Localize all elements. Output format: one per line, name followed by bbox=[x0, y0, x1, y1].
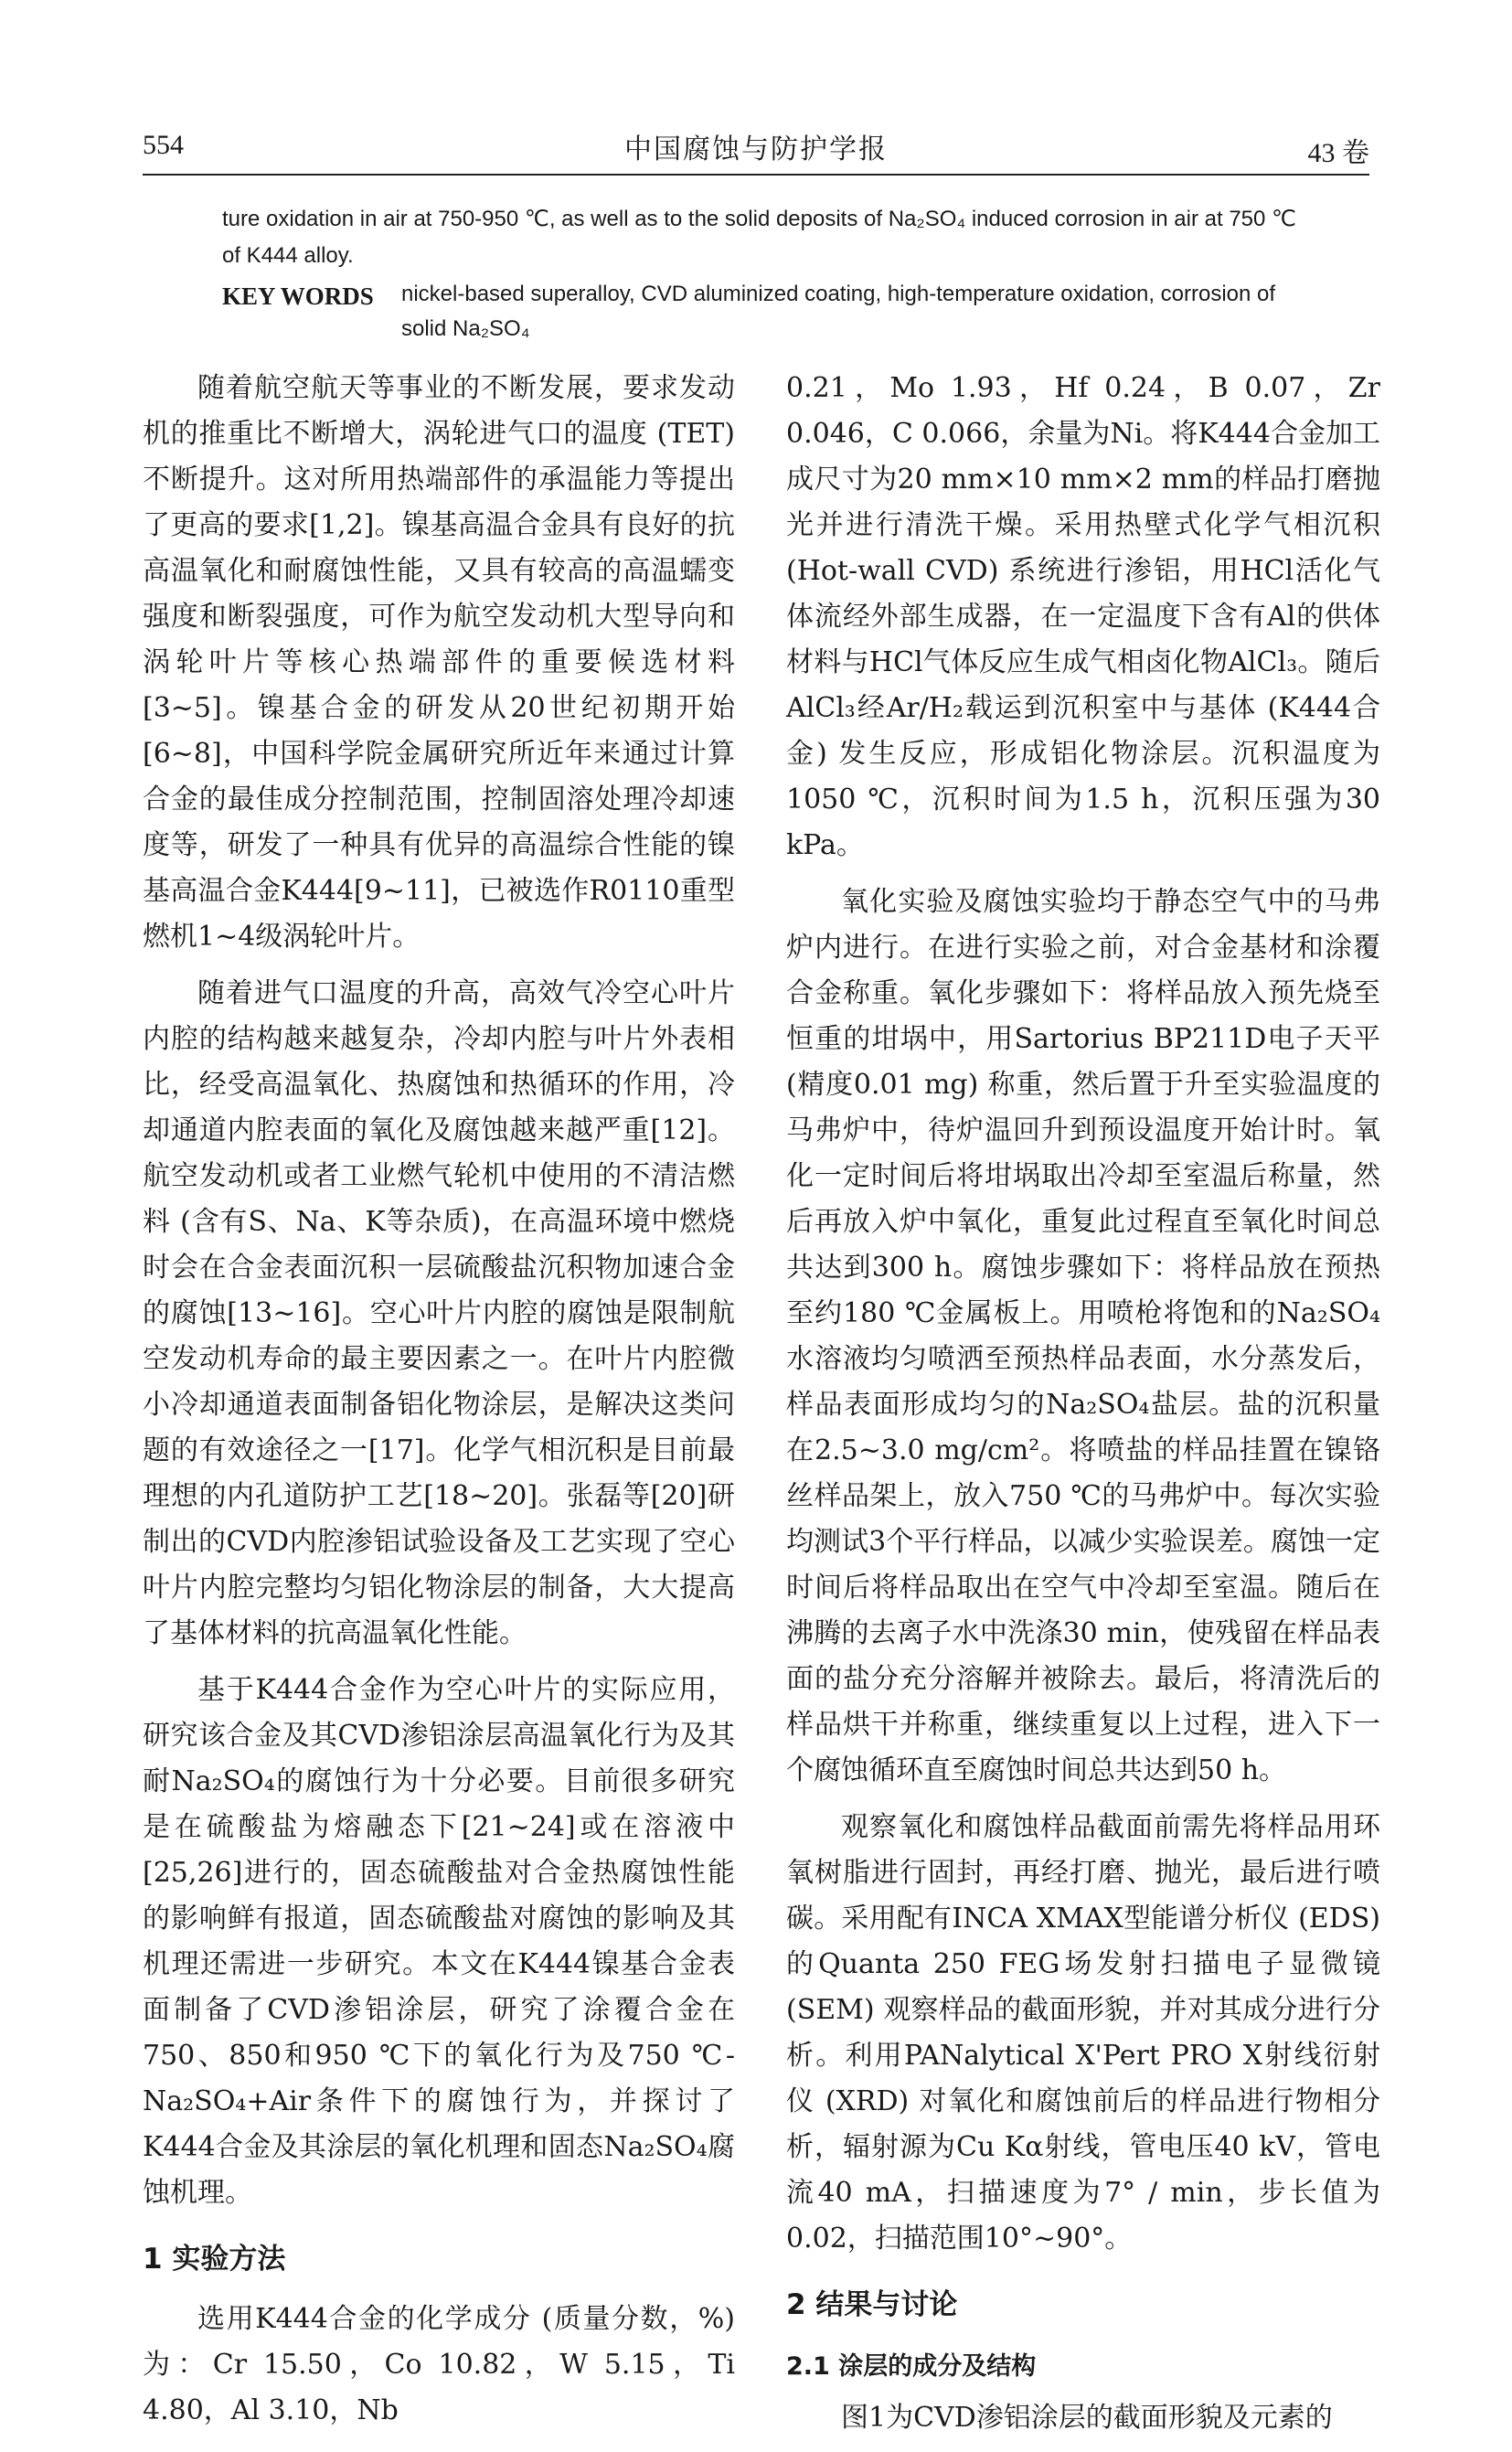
right-column bbox=[786, 366, 1380, 2452]
paragraph: 随着航空航天等事业的不断发展，要求发动机的推重比不断增大，涡轮进气口的温度 (TET) 不断提升。这对所用热端部件的承温能力等提出了更高的要求[1,2]。镍基高温合金具有良好的抗高温氧化和耐腐蚀性能，又具有较高的高温蠕变强度和断裂强度，可作为航空发动机大型导向和涡轮叶片等核心热端部件的重要候选材料[3~5]。镍基合金的研发从20世纪初期开始[6~8]，中国科学院金属研究所近年来通过计算合金的最佳成分控制范围，控制固溶处理冷却速度等，研发了一种具有优异的高温综合性能的镍基高温合金K444[9~11]，已被选作R0110重型燃机1~4级涡轮叶片。 bbox=[143, 372, 735, 953]
keywords-label: KEY WORDS bbox=[222, 283, 374, 310]
paragraph: 基于K444合金作为空心叶片的实际应用，研究该合金及其CVD渗铝涂层高温氧化行为及其耐Na₂SO₄的腐蚀行为十分必要。目前很多研究是在硫酸盐为熔融态下[21~24]或在溶液中[25,26]进行的，固态硫酸盐对合金热腐蚀性能的影响鲜有报道，固态硫酸盐对腐蚀的影响及其机理还需进一步研究。本文在K444镍基合金表面制备了CVD渗铝涂层，研究了涂覆合金在750、850和950 ℃下的氧化行为及750 ℃-Na₂SO₄+Air条件下的腐蚀行为，并探讨了K444合金及其涂层的氧化机理和固态Na₂SO₄腐蚀机理。 bbox=[143, 1674, 735, 2209]
journal-title: 中国腐蚀与防护学报 bbox=[624, 133, 888, 165]
section-heading: 2 结果与讨论 bbox=[786, 2288, 958, 2321]
paragraph: 0.21，Mo 1.93，Hf 0.24，B 0.07，Zr 0.046，C 0.066，余量为Ni。将K444合金加工成尺寸为20 mm×10 mm×2 mm的样品打磨抛光并进行清洗干燥。采用热壁式化学气相沉积 (Hot-wall CVD) 系统进行渗铝，用HCl活化气体流经外部生成器，在一定温度下含有Al的供体材料与HCl气体反应生成气相卤化物AlCl₃。随后AlCl₃经Ar/H₂载运到沉积室中与基体 (K444合金) 发生反应，形成铝化物涂层。沉积温度为1050 ℃，沉积时间为1.5 h，沉积压强为30 kPa。 bbox=[786, 372, 1380, 861]
keywords-block bbox=[222, 277, 1310, 346]
paragraph: 观察氧化和腐蚀样品截面前需先将样品用环氧树脂进行固封，再经打磨、抛光，最后进行喷碳。采用配有INCA XMAX型能谱分析仪 (EDS) 的Quanta 250 FEG场发射扫描电子显微镜 (SEM) 观察样品的截面形貌，并对其成分进行分析。利用PANalytical X'Pert PRO X射线衍射仪 (XRD) 对氧化和腐蚀前后的样品进行物相分析，辐射源为Cu Kα射线，管电压40 kV，管电流40 mA，扫描速度为7° / min，步长值为0.02，扫描范围10°~90°。 bbox=[786, 1811, 1380, 2255]
paragraph: 氧化实验及腐蚀实验均于静态空气中的马弗炉内进行。在进行实验之前，对合金基材和涂覆合金称重。氧化步骤如下：将样品放入预先烧至恒重的坩埚中，用Sartorius BP211D电子天平 (精度0.01 mg) 称重，然后置于升至实验温度的马弗炉中，待炉温回升到预设温度开始计时。氧化一定时间后将坩埚取出冷却至室温后称量，然后再放入炉中氧化，重复此过程直至氧化时间总共达到300 h。腐蚀步骤如下：将样品放在预热至约180 ℃金属板上。用喷枪将饱和的Na₂SO₄水溶液均匀喷洒至预热样品表面，水分蒸发后，样品表面形成均匀的Na₂SO₄盐层。盐的沉积量在2.5~3.0 mg/cm²。将喷盐的样品挂置在镍铬丝样品架上，放入750 ℃的马弗炉中。每次实验均测试3个平行样品，以减少实验误差。腐蚀一定时间后将样品取出在空气中冷却至室温。随后在沸腾的去离子水中洗涤30 min，使残留在样品表面的盐分充分溶解并被除去。最后，将清洗后的样品烘干并称重，继续重复以上过程，进入下一个腐蚀循环直至腐蚀时间总共达到50 h。 bbox=[786, 886, 1380, 1786]
section-heading: 1 实验方法 bbox=[143, 2243, 286, 2276]
volume-label: 43 卷 bbox=[1307, 138, 1369, 168]
paragraph: 随着进气口温度的升高，高效气冷空心叶片内腔的结构越来越复杂，冷却内腔与叶片外表相比，经受高温氧化、热腐蚀和热循环的作用，冷却通道内腔表面的氧化及腐蚀越来越严重[12]。航空发动机或者工业燃气轮机中使用的不清洁燃料 (含有S、Na、K等杂质)，在高温环境中燃烧时会在合金表面沉积一层硫酸盐沉积物加速合金的腐蚀[13~16]。空心叶片内腔的腐蚀是限制航空发动机寿命的最主要因素之一。在叶片内腔微小冷却通道表面制备铝化物涂层，是解决这类问题的有效途径之一[17]。化学气相沉积是目前最理想的内孔道防护工艺[18~20]。张磊等[20]研制出的CVD内腔渗铝试验设备及工艺实现了空心叶片内腔完整均匀铝化物涂层的制备，大大提高了基体材料的抗高温氧化性能。 bbox=[143, 977, 735, 1649]
paragraph: 图1为CVD渗铝涂层的截面形貌及元素的 bbox=[841, 2402, 1333, 2434]
header-divider bbox=[143, 174, 1369, 176]
left-column bbox=[143, 366, 735, 2445]
keywords-text: nickel-based superalloy, CVD aluminized coating, high-temperature oxidation, corrosion of solid Na₂SO₄ bbox=[401, 282, 1276, 341]
paragraph: 选用K444合金的化学成分 (质量分数，%) 为：Cr 15.50，Co 10.82，W 5.15，Ti 4.80，Al 3.10，Nb bbox=[143, 2303, 735, 2426]
subsection-heading: 2.1 涂层的成分及结构 bbox=[786, 2352, 1037, 2381]
abstract-text: ture oxidation in air at 750-950 ℃, as well as to the solid deposits of Na₂SO₄ induced corrosion in air at 750 ℃ of K444 alloy. bbox=[222, 207, 1296, 268]
page-number: 554 bbox=[143, 130, 184, 160]
